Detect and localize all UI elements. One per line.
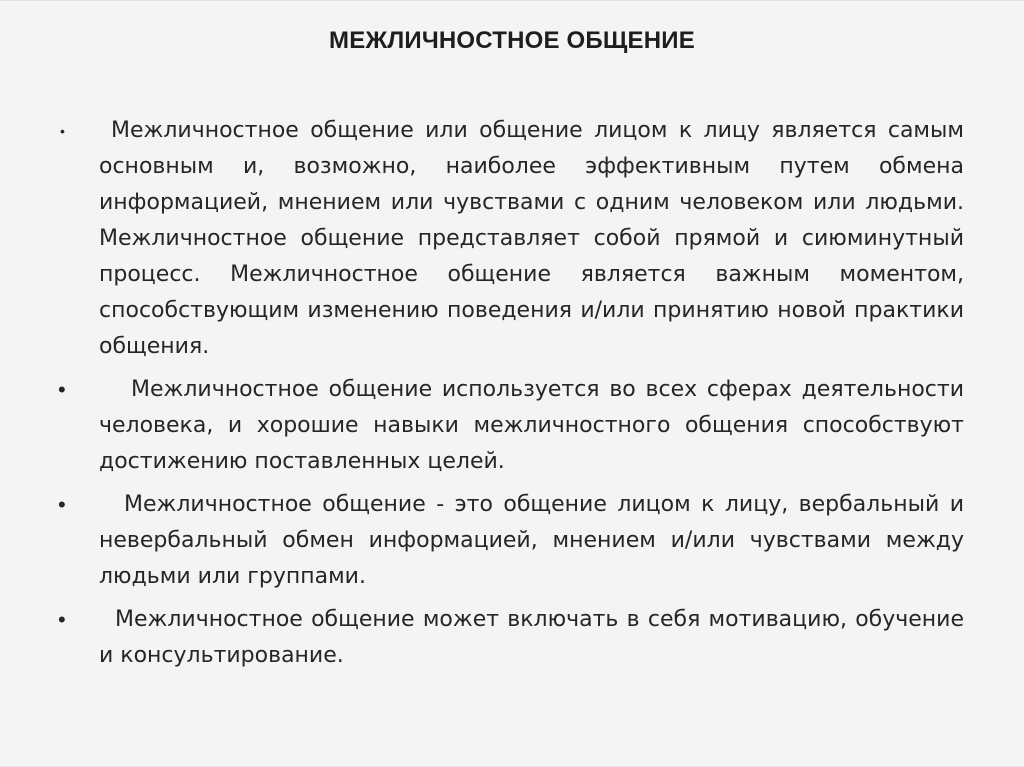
bullet-icon: •	[58, 607, 66, 632]
bullet-item	[52, 487, 964, 595]
bullet-icon: •	[60, 123, 65, 139]
bullet-item	[52, 602, 964, 674]
bullet-icon: •	[58, 492, 66, 517]
bullet-icon: •	[58, 377, 66, 402]
bullet-text: Межличностное общение или общение лицом к лицу является самым основным и, возможно, наиболее эффективным путем обмена информацией, мнением или чувствами с одним человеком или людьми. Межличностное общение представляет собой прямой и сиюминутный процесс. Межличностное общение является важным моментом, способствующим изменению поведения и/или принятию новой практики общения.	[99, 118, 964, 359]
bullet-text: Межличностное общение - это общение лицом к лицу, вербальный и невербальный обмен информацией, мнением и/или чувствами между людьми или группами.	[99, 492, 964, 589]
bullet-item	[52, 372, 964, 480]
bullet-list	[52, 113, 964, 681]
slide-title: МЕЖЛИЧНОСТНОЕ ОБЩЕНИЕ	[329, 27, 695, 54]
bullet-text: Межличностное общение может включать в себя мотивацию, обучение и консультирование.	[99, 607, 964, 668]
bullet-item	[52, 113, 964, 365]
bullet-text: Межличностное общение используется во всех сферах деятельности человека, и хорошие навыки межличностного общения способствуют достижению поставленных целей.	[99, 377, 964, 474]
